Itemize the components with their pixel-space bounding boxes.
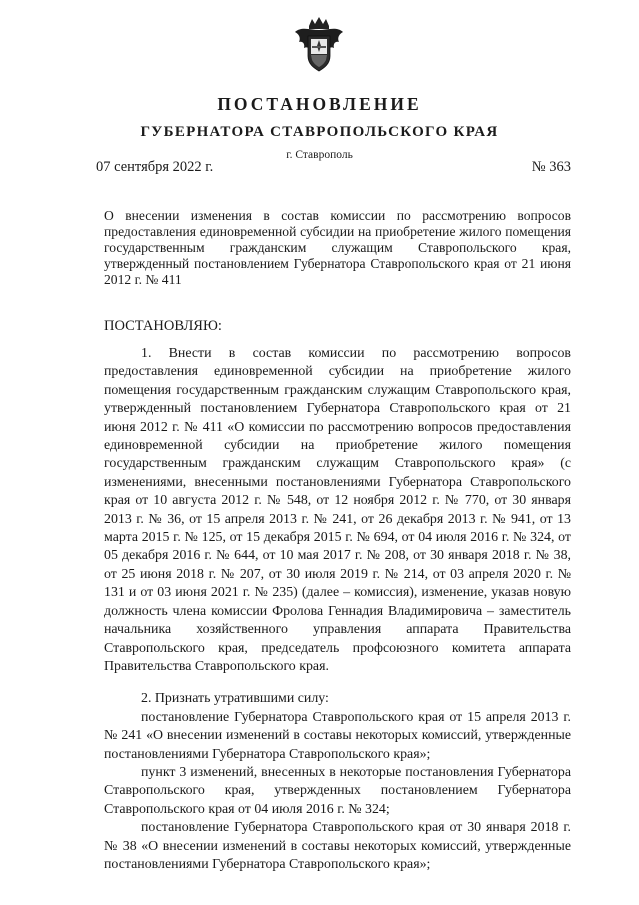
paragraph-2: 2. Признать утратившими силу: [141,691,329,707]
resolve-heading: ПОСТАНОВЛЯЮ: [104,318,222,334]
document-subtitle: ГУБЕРНАТОРА СТАВРОПОЛЬСКОГО КРАЯ [140,124,499,140]
document-title: ПОСТАНОВЛЕНИЕ [217,94,422,114]
document-subject: О внесении изменения в состав комиссии по рассмотрению вопросов предоставления единовременной субсидии на приобретение жилого помещения государственным гражданским служащим Ставропольского края, утвержденный постановлением Губернатора Ставропольского края от 21 июня 2012 г. № 411 [104,208,571,287]
paragraph-2-item-1: постановление Губернатора Ставропольского края от 15 апреля 2013 г. № 241 «О внесении изменений в составы некоторых комиссий, утвержденные постановлениями Губернатора Ставропольского края»; [104,709,571,762]
paragraph-2-item-2: пункт 3 изменений, внесенных в некоторые постановления Губернатора Ставропольского края, утвержденных постановлением Губернатора Ставропольского края от 04 июля 2016 г. № 324; [104,764,571,817]
paragraph-2-item-3: постановление Губернатора Ставропольского края от 30 января 2018 г. № 38 «О внесении изменений в составы некоторых комиссий, утвержденные постановлениями Губернатора Ставропольского края»; [104,820,571,872]
document-body [104,345,571,874]
coat-of-arms-icon [293,16,345,74]
paragraph-1: 1. Внести в состав комиссии по рассмотрению вопросов предоставления единовременной субсидии на приобретение жилого помещения государственным гражданским служащим Ставропольского края, утвержденный постановлением Губернатора Ставропольского края от 21 июня 2012 г. № 411 «О комиссии по рассмотрению вопросов предоставления единовременной субсидии на приобретение жилого помещения государственным гражданским служащим Ставропольского края» (с изменениями, внесенными постановлениями Губернатора Ставропольского края от 10 августа 2012 г. № 548, от 12 ноября 2012 г. № 770, от 30 января 2013 г. № 36, от 15 апреля 2013 г. № 241, от 26 декабря 2013 г. № 941, от 13 марта 2015 г. № 125, от 15 декабря 2015 г. № 694, от 04 июля 2016 г. № 324, от 05 декабря 2016 г. № 644, от 10 мая 2017 г. № 208, от 30 января 2018 г. № 38, от 25 июня 2018 г. № 207, от 30 июля 2019 г. № 214, от 03 апреля 2020 г. № 131 и от 03 июня 2021 г. № 235) (далее – комиссия), изменение, указав новую должность члена комиссии Фролова Геннадия Владимировича – заместитель начальника хозяйственного управления аппарата Правительства Ставропольского края, председатель профсоюзного комитета аппарата Правительства Ставропольского края. [104,346,571,674]
document-number: № 363 [531,159,571,175]
document-date: 07 сентября 2022 г. [96,159,214,175]
document-city: г. Ставрополь [286,149,353,161]
